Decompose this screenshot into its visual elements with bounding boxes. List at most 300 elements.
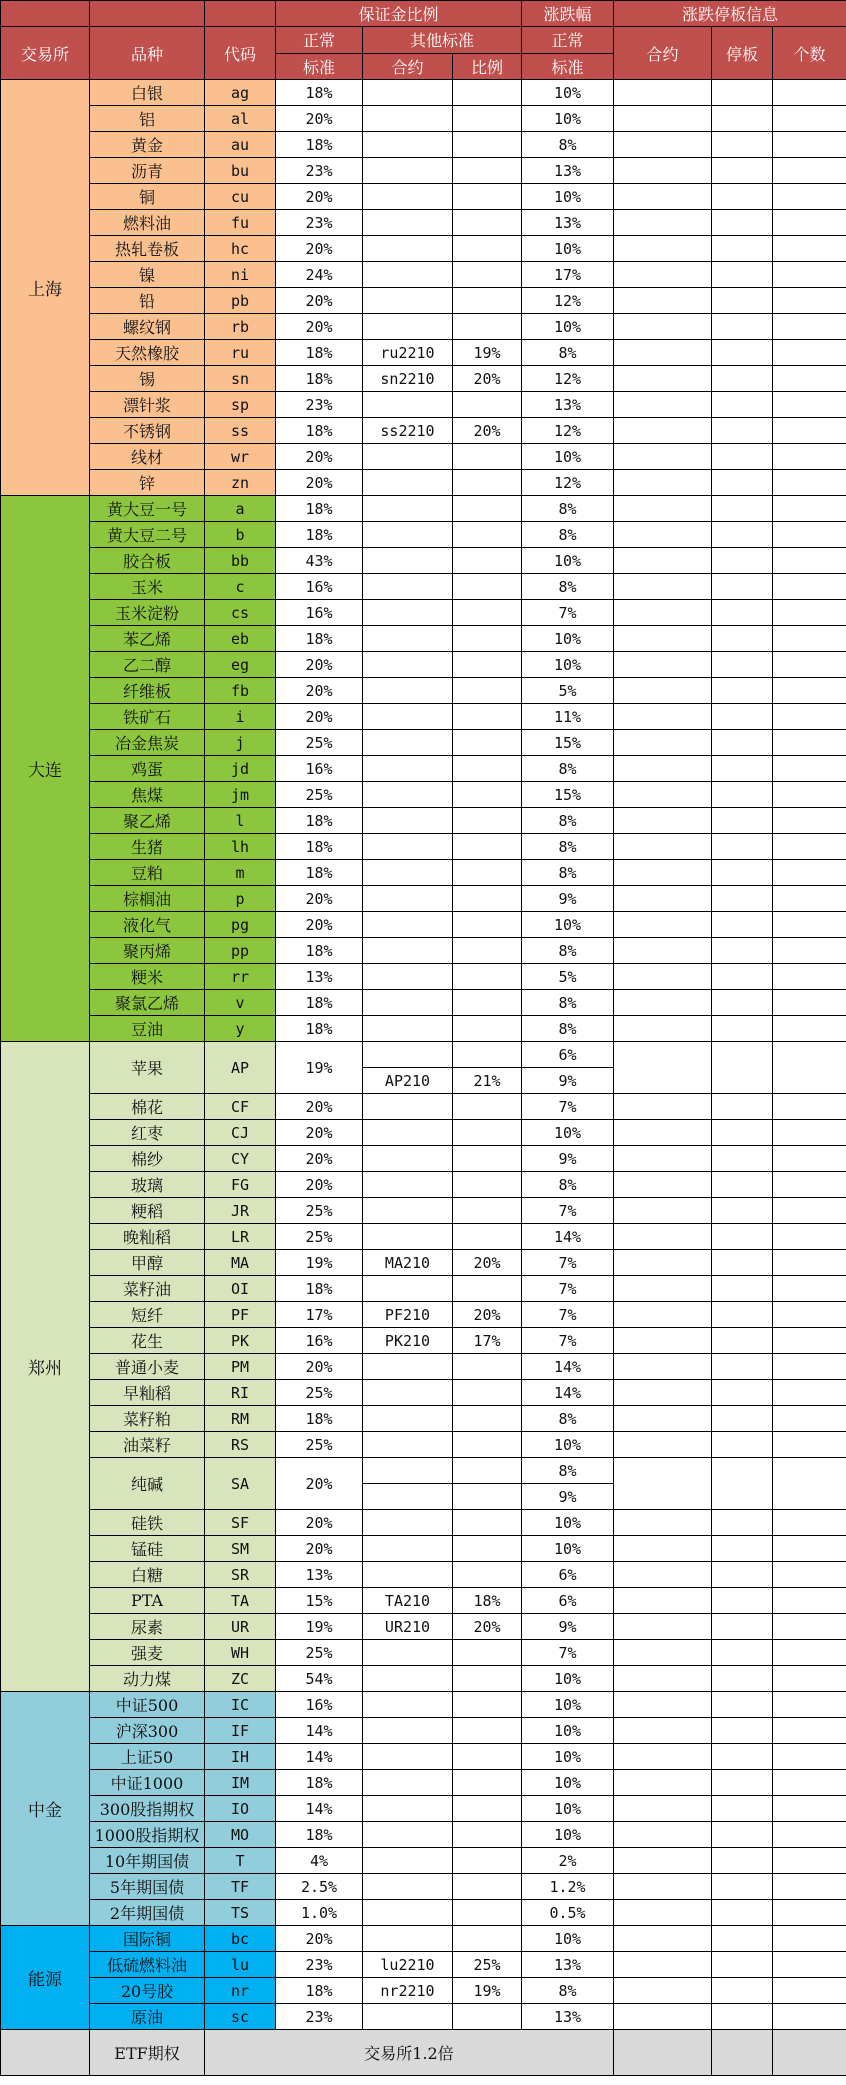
ratio-cell	[453, 834, 522, 860]
limit-cell: 10%	[522, 184, 614, 210]
contract-cell	[363, 1224, 453, 1250]
code-cell: cu	[205, 184, 276, 210]
margin-cell: 20%	[276, 184, 363, 210]
margin-cell: 54%	[276, 1666, 363, 1692]
limit-contract-cell	[614, 1250, 712, 1276]
code-cell: jd	[205, 756, 276, 782]
count-cell	[773, 834, 846, 860]
contract-cell	[363, 1432, 453, 1458]
contract-cell	[363, 678, 453, 704]
table-row	[1, 574, 846, 600]
variety-cell: 天然橡胶	[90, 340, 205, 366]
variety-cell: 300股指期权	[90, 1796, 205, 1822]
code-cell: p	[205, 886, 276, 912]
stop-board-cell	[712, 418, 773, 444]
table-row	[1, 132, 846, 158]
header-limit: 涨跌幅	[522, 1, 614, 27]
code-cell: SR	[205, 1562, 276, 1588]
variety-cell: 白银	[90, 80, 205, 106]
ratio-cell	[453, 1510, 522, 1536]
code-cell: UR	[205, 1614, 276, 1640]
margin-cell: 18%	[276, 132, 363, 158]
limit-cell: 5%	[522, 964, 614, 990]
variety-cell: 锌	[90, 470, 205, 496]
limit-cell: 12%	[522, 470, 614, 496]
ratio-cell	[453, 1666, 522, 1692]
contract-cell	[363, 1692, 453, 1718]
limit-cell: 15%	[522, 782, 614, 808]
ratio-cell	[453, 496, 522, 522]
margin-cell: 17%	[276, 1302, 363, 1328]
count-cell	[773, 2030, 846, 2076]
limit-contract-cell	[614, 886, 712, 912]
limit-contract-cell	[614, 808, 712, 834]
count-cell	[773, 782, 846, 808]
code-cell: RS	[205, 1432, 276, 1458]
variety-cell: 黄大豆二号	[90, 522, 205, 548]
margin-cell: 20%	[276, 470, 363, 496]
contract-cell	[363, 1640, 453, 1666]
margin-cell: 18%	[276, 522, 363, 548]
variety-cell: 粳米	[90, 964, 205, 990]
stop-board-cell	[712, 1900, 773, 1926]
code-cell: lh	[205, 834, 276, 860]
table-row	[1, 522, 846, 548]
code-cell: MA	[205, 1250, 276, 1276]
ratio-cell: 17%	[453, 1328, 522, 1354]
table-row	[1, 1302, 846, 1328]
limit-cell: 10%	[522, 1770, 614, 1796]
variety-cell: 沪深300	[90, 1718, 205, 1744]
margin-cell: 25%	[276, 1432, 363, 1458]
stop-board-cell	[712, 626, 773, 652]
contract-cell	[363, 756, 453, 782]
table-row	[1, 470, 846, 496]
contract-cell	[363, 1380, 453, 1406]
code-cell: rr	[205, 964, 276, 990]
variety-cell: 棉花	[90, 1094, 205, 1120]
limit-cell: 10%	[522, 912, 614, 938]
ratio-cell	[453, 288, 522, 314]
margin-cell: 14%	[276, 1718, 363, 1744]
limit-contract-cell	[614, 236, 712, 262]
ratio-cell	[453, 1874, 522, 1900]
margin-cell: 18%	[276, 1770, 363, 1796]
code-cell: nr	[205, 1978, 276, 2004]
margin-cell: 25%	[276, 1198, 363, 1224]
limit-cell: 7%	[522, 1198, 614, 1224]
ratio-cell	[453, 522, 522, 548]
stop-board-cell	[712, 1276, 773, 1302]
stop-board-cell	[712, 1692, 773, 1718]
contract-cell	[363, 834, 453, 860]
margin-cell: 20%	[276, 1510, 363, 1536]
limit-contract-cell	[614, 1692, 712, 1718]
margin-cell: 25%	[276, 1224, 363, 1250]
stop-board-cell	[712, 340, 773, 366]
table-row	[1, 366, 846, 392]
stop-board-cell	[712, 1874, 773, 1900]
code-cell: RI	[205, 1380, 276, 1406]
limit-contract-cell	[614, 418, 712, 444]
header-limit-info: 涨跌停板信息	[614, 1, 846, 27]
header-contract: 合约	[614, 27, 712, 80]
limit-cell: 8%	[522, 1016, 614, 1042]
count-cell	[773, 1172, 846, 1198]
variety-cell: 晚籼稻	[90, 1224, 205, 1250]
table-row	[1, 288, 846, 314]
contract-cell	[363, 1484, 453, 1510]
stop-board-cell	[712, 704, 773, 730]
limit-contract-cell	[614, 1172, 712, 1198]
count-cell	[773, 1458, 846, 1510]
count-cell	[773, 1848, 846, 1874]
stop-board-cell	[712, 678, 773, 704]
contract-cell: nr2210	[363, 1978, 453, 2004]
code-cell: ZC	[205, 1666, 276, 1692]
limit-contract-cell	[614, 1978, 712, 2004]
limit-contract-cell	[614, 1770, 712, 1796]
stop-board-cell	[712, 1952, 773, 1978]
count-cell	[773, 132, 846, 158]
limit-cell: 8%	[522, 522, 614, 548]
count-cell	[773, 2004, 846, 2030]
ratio-cell	[453, 1718, 522, 1744]
contract-cell	[363, 288, 453, 314]
variety-cell: 乙二醇	[90, 652, 205, 678]
table-row	[1, 1250, 846, 1276]
stop-board-cell	[712, 1250, 773, 1276]
count-cell	[773, 1198, 846, 1224]
ratio-cell	[453, 1458, 522, 1484]
ratio-cell	[453, 808, 522, 834]
ratio-cell: 20%	[453, 1302, 522, 1328]
contract-cell	[363, 1848, 453, 1874]
variety-cell: 油菜籽	[90, 1432, 205, 1458]
contract-cell	[363, 1198, 453, 1224]
code-cell: m	[205, 860, 276, 886]
ratio-cell: 20%	[453, 366, 522, 392]
variety-cell: 玉米淀粉	[90, 600, 205, 626]
code-cell: a	[205, 496, 276, 522]
stop-board-cell	[712, 366, 773, 392]
code-cell: PM	[205, 1354, 276, 1380]
table-row	[1, 340, 846, 366]
table-row	[1, 1510, 846, 1536]
code-cell: TS	[205, 1900, 276, 1926]
contract-cell	[363, 886, 453, 912]
limit-cell: 10%	[522, 1744, 614, 1770]
code-cell: IC	[205, 1692, 276, 1718]
limit-cell: 13%	[522, 1952, 614, 1978]
code-cell: ss	[205, 418, 276, 444]
ratio-cell	[453, 990, 522, 1016]
contract-cell	[363, 1822, 453, 1848]
ratio-cell: 19%	[453, 1978, 522, 2004]
margin-cell: 20%	[276, 1354, 363, 1380]
margin-cell: 25%	[276, 782, 363, 808]
contract-cell	[363, 1120, 453, 1146]
ratio-cell	[453, 1042, 522, 1068]
limit-contract-cell	[614, 1224, 712, 1250]
stop-board-cell	[712, 1198, 773, 1224]
limit-contract-cell	[614, 80, 712, 106]
contract-cell: lu2210	[363, 1952, 453, 1978]
stop-board-cell	[712, 1822, 773, 1848]
margin-cell: 25%	[276, 1380, 363, 1406]
limit-contract-cell	[614, 392, 712, 418]
stop-board-cell	[712, 990, 773, 1016]
limit-contract-cell	[614, 548, 712, 574]
code-cell: IM	[205, 1770, 276, 1796]
variety-cell: 铅	[90, 288, 205, 314]
limit-contract-cell	[614, 1926, 712, 1952]
contract-cell: AP210	[363, 1068, 453, 1094]
exchange-shanghai: 上海	[1, 80, 90, 496]
contract-cell	[363, 1042, 453, 1068]
contract-cell: ss2210	[363, 418, 453, 444]
count-cell	[773, 184, 846, 210]
limit-cell: 12%	[522, 366, 614, 392]
margin-cell: 16%	[276, 574, 363, 600]
limit-cell: 8%	[522, 132, 614, 158]
limit-cell: 14%	[522, 1354, 614, 1380]
variety-cell: 强麦	[90, 1640, 205, 1666]
stop-board-cell	[712, 1796, 773, 1822]
count-cell	[773, 80, 846, 106]
limit-contract-cell	[614, 262, 712, 288]
variety-cell: 上证50	[90, 1744, 205, 1770]
etf-exchange-cell	[1, 2030, 90, 2076]
table-row	[1, 730, 846, 756]
contract-cell	[363, 730, 453, 756]
limit-cell: 8%	[522, 496, 614, 522]
limit-cell: 8%	[522, 1172, 614, 1198]
limit-cell: 8%	[522, 756, 614, 782]
limit-cell: 10%	[522, 1692, 614, 1718]
code-cell: cs	[205, 600, 276, 626]
margin-cell: 16%	[276, 1692, 363, 1718]
margin-cell: 16%	[276, 756, 363, 782]
margin-cell: 13%	[276, 964, 363, 990]
limit-cell: 13%	[522, 158, 614, 184]
count-cell	[773, 626, 846, 652]
variety-cell: 聚乙烯	[90, 808, 205, 834]
margin-cell: 16%	[276, 600, 363, 626]
limit-cell: 7%	[522, 1328, 614, 1354]
table-row	[1, 990, 846, 1016]
count-cell	[773, 1354, 846, 1380]
contract-cell	[363, 1406, 453, 1432]
ratio-cell	[453, 652, 522, 678]
count-cell	[773, 288, 846, 314]
ratio-cell	[453, 1354, 522, 1380]
header-other-standard: 其他标准	[363, 27, 522, 54]
contract-cell	[363, 1900, 453, 1926]
ratio-cell	[453, 210, 522, 236]
margin-cell: 14%	[276, 1796, 363, 1822]
ratio-cell	[453, 626, 522, 652]
contract-cell	[363, 444, 453, 470]
contract-cell	[363, 522, 453, 548]
margin-cell: 18%	[276, 808, 363, 834]
stop-board-cell	[712, 1354, 773, 1380]
limit-contract-cell	[614, 1796, 712, 1822]
count-cell	[773, 1250, 846, 1276]
table-row	[1, 262, 846, 288]
contract-cell	[363, 80, 453, 106]
stop-board-cell	[712, 158, 773, 184]
stop-board-cell	[712, 288, 773, 314]
contract-cell	[363, 314, 453, 340]
ratio-cell	[453, 1484, 522, 1510]
header-margin-ratio: 保证金比例	[276, 1, 522, 27]
ratio-cell	[453, 1900, 522, 1926]
table-row	[1, 1120, 846, 1146]
limit-cell: 10%	[522, 1926, 614, 1952]
margin-cell: 23%	[276, 1952, 363, 1978]
margin-cell: 18%	[276, 990, 363, 1016]
table-row	[1, 418, 846, 444]
code-cell: LR	[205, 1224, 276, 1250]
code-cell: PK	[205, 1328, 276, 1354]
header-sub-ratio: 比例	[453, 53, 522, 80]
margin-cell: 20%	[276, 444, 363, 470]
ratio-cell	[453, 1926, 522, 1952]
variety-cell: 花生	[90, 1328, 205, 1354]
margin-cell: 20%	[276, 1120, 363, 1146]
code-cell: OI	[205, 1276, 276, 1302]
margin-cell: 20%	[276, 1926, 363, 1952]
count-cell	[773, 1874, 846, 1900]
code-cell: AP	[205, 1042, 276, 1094]
limit-contract-cell	[614, 1302, 712, 1328]
margin-cell: 20%	[276, 1536, 363, 1562]
table-row	[1, 1874, 846, 1900]
header-row-2	[1, 27, 846, 54]
stop-board-cell	[712, 1562, 773, 1588]
ratio-cell	[453, 132, 522, 158]
limit-contract-cell	[614, 210, 712, 236]
limit-cell: 10%	[522, 1796, 614, 1822]
code-cell: i	[205, 704, 276, 730]
table-row	[1, 912, 846, 938]
limit-contract-cell	[614, 496, 712, 522]
margin-cell: 18%	[276, 834, 363, 860]
contract-cell	[363, 626, 453, 652]
limit-contract-cell	[614, 600, 712, 626]
table-row	[1, 444, 846, 470]
stop-board-cell	[712, 1510, 773, 1536]
limit-contract-cell	[614, 1016, 712, 1042]
ratio-cell	[453, 1224, 522, 1250]
contract-cell: sn2210	[363, 366, 453, 392]
count-cell	[773, 1120, 846, 1146]
count-cell	[773, 574, 846, 600]
contract-cell: ru2210	[363, 340, 453, 366]
code-cell: ru	[205, 340, 276, 366]
table-row	[1, 678, 846, 704]
ratio-cell	[453, 678, 522, 704]
ratio-cell	[453, 782, 522, 808]
ratio-cell	[453, 1016, 522, 1042]
stop-board-cell	[712, 1926, 773, 1952]
limit-contract-cell	[614, 1718, 712, 1744]
ratio-cell	[453, 1120, 522, 1146]
table-row	[1, 834, 846, 860]
limit-contract-cell	[614, 1146, 712, 1172]
count-cell	[773, 1952, 846, 1978]
ratio-cell	[453, 314, 522, 340]
ratio-cell	[453, 184, 522, 210]
header-code: 代码	[205, 27, 276, 80]
limit-contract-cell	[614, 1042, 712, 1094]
limit-contract-cell	[614, 1276, 712, 1302]
limit-contract-cell	[614, 626, 712, 652]
ratio-cell	[453, 1640, 522, 1666]
stop-board-cell	[712, 600, 773, 626]
count-cell	[773, 1432, 846, 1458]
limit-contract-cell	[614, 288, 712, 314]
ratio-cell: 21%	[453, 1068, 522, 1094]
header-count: 个数	[773, 27, 846, 80]
margin-cell: 20%	[276, 1458, 363, 1510]
count-cell	[773, 938, 846, 964]
limit-cell: 14%	[522, 1380, 614, 1406]
stop-board-cell	[712, 1146, 773, 1172]
count-cell	[773, 106, 846, 132]
contract-cell	[363, 1666, 453, 1692]
contract-cell	[363, 704, 453, 730]
limit-cell: 8%	[522, 860, 614, 886]
contract-cell	[363, 1770, 453, 1796]
code-cell: SA	[205, 1458, 276, 1510]
table-row	[1, 1692, 846, 1718]
code-cell: j	[205, 730, 276, 756]
code-cell: fu	[205, 210, 276, 236]
stop-board-cell	[712, 2004, 773, 2030]
table-row	[1, 756, 846, 782]
ratio-cell	[453, 1094, 522, 1120]
table-row	[1, 392, 846, 418]
stop-board-cell	[712, 1614, 773, 1640]
variety-cell: 短纤	[90, 1302, 205, 1328]
header-row-1	[1, 1, 846, 27]
variety-cell: 铁矿石	[90, 704, 205, 730]
limit-cell: 5%	[522, 678, 614, 704]
limit-cell: 10%	[522, 1666, 614, 1692]
limit-contract-cell	[614, 444, 712, 470]
contract-cell	[363, 938, 453, 964]
header-normal: 正常	[276, 27, 363, 54]
ratio-cell: 19%	[453, 340, 522, 366]
limit-contract-cell	[614, 1822, 712, 1848]
margin-cell: 19%	[276, 1042, 363, 1094]
variety-cell: 线材	[90, 444, 205, 470]
count-cell	[773, 522, 846, 548]
count-cell	[773, 236, 846, 262]
margin-cell: 25%	[276, 1640, 363, 1666]
code-cell: rb	[205, 314, 276, 340]
contract-cell	[363, 470, 453, 496]
contract-cell	[363, 600, 453, 626]
count-cell	[773, 808, 846, 834]
limit-contract-cell	[614, 1328, 712, 1354]
variety-cell: 生猪	[90, 834, 205, 860]
contract-cell	[363, 1874, 453, 1900]
variety-cell: 苹果	[90, 1042, 205, 1094]
table-row	[1, 1328, 846, 1354]
